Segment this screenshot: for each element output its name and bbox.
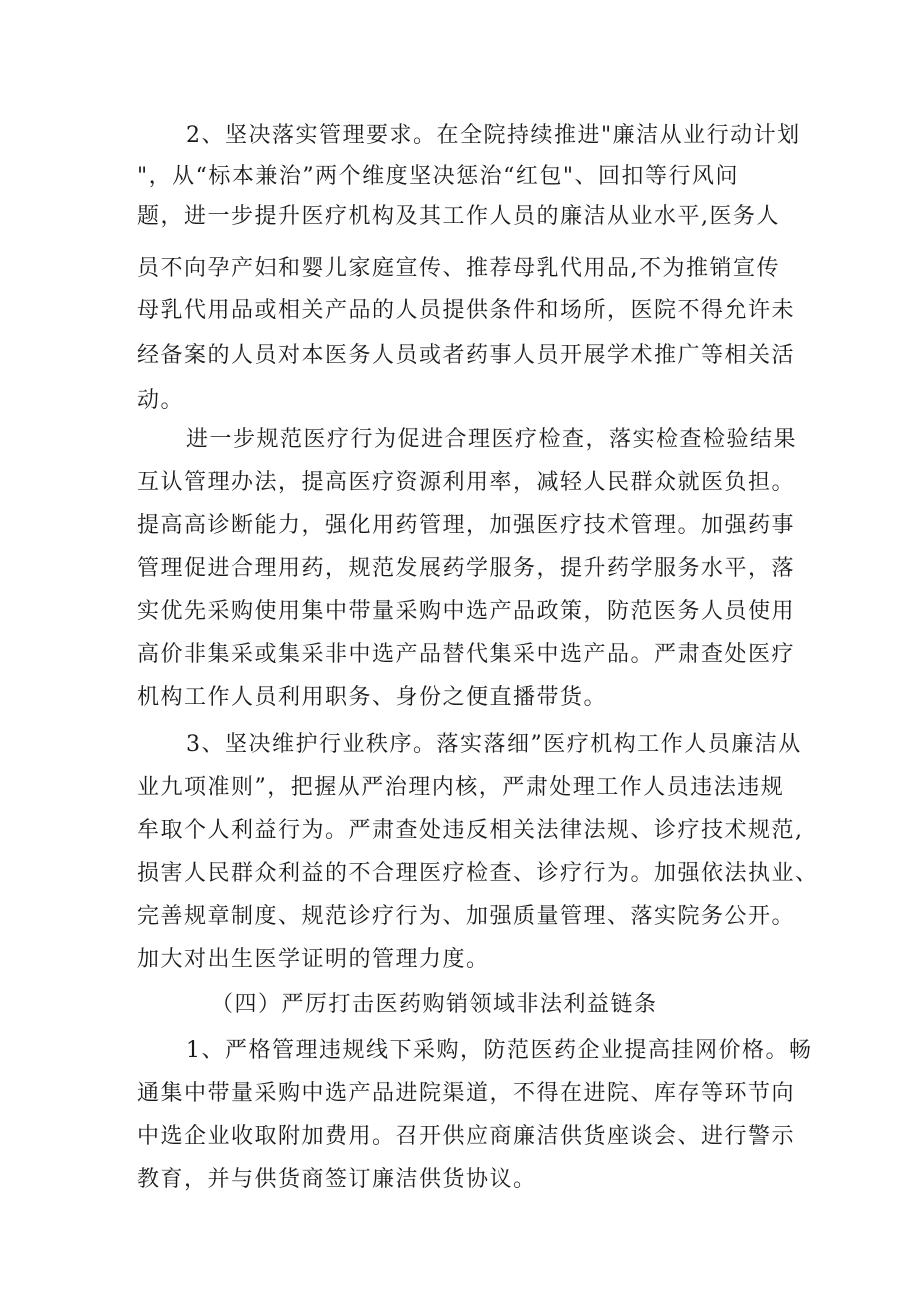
paragraph-line: 动。 xyxy=(137,388,185,413)
paragraph-line: 牟取个人利益行为。严肃查处违反相关法律法规、诊疗技术规范, xyxy=(137,818,804,843)
paragraph-line: 完善规章制度、规范诊疗行为、加强质量管理、落实院务公开。 xyxy=(137,904,796,929)
paragraph-line: 管理促进合理用药，规范发展药学服务，提升药学服务水平，落 xyxy=(137,556,796,581)
paragraph-line: 实优先采购使用集中带量采购中选产品政策，防范医务人员使用 xyxy=(137,599,796,624)
paragraph-line: 高价非集采或集采非中选产品替代集采中选产品。严肃查处医疗 xyxy=(137,642,796,667)
paragraph-line: 2、坚决落实管理要求。在全院持续推进"廉洁从业行动计划 xyxy=(186,123,801,148)
paragraph-line: 通集中带量采购中选产品进院渠道，不得在进院、库存等环节向 xyxy=(137,1081,796,1106)
paragraph-line: 经备案的人员对本医务人员或者药事人员开展学术推广等相关活 xyxy=(137,343,796,368)
paragraph-line: 题，进一步提升医疗机构及其工作人员的廉洁从业水平,医务人 xyxy=(137,204,780,229)
section-heading: （四）严厉打击医药购销领域非法利益链条 xyxy=(211,992,658,1017)
paragraph-line: 机构工作人员利用职务、身份之便直播带货。 xyxy=(137,685,608,710)
paragraph-line: 员不向孕产妇和婴儿家庭宣传、推荐母乳代用品,不为推销宣传 xyxy=(137,256,780,281)
paragraph-line: 业九项准则”，把握从严治理内核，严肃处理工作人员违法违规 xyxy=(137,775,785,800)
paragraph-line: "，从“标本兼治”两个维度坚决惩治“红包"、回扣等行风问 xyxy=(137,164,739,189)
paragraph-line: 加大对出生医学证明的管理力度。 xyxy=(137,947,490,972)
paragraph-line: 1、严格管理违规线下采购，防范医药企业提高挂网价格。畅 xyxy=(186,1038,813,1063)
paragraph-line: 教育，并与供货商签订廉洁供货协议。 xyxy=(137,1167,537,1192)
paragraph-line: 中选企业收取附加费用。召开供应商廉洁供货座谈会、进行警示 xyxy=(137,1124,796,1149)
paragraph-line: 进一步规范医疗行为促进合理医疗检查，落实检查检验结果 xyxy=(186,427,798,452)
paragraph-line: 互认管理办法，提高医疗资源利用率，减轻人民群众就医负担。 xyxy=(137,470,796,495)
paragraph-line: 提高高诊断能力，强化用药管理，加强医疗技术管理。加强药事 xyxy=(137,513,796,538)
paragraph-line: 损害人民群众利益的不合理医疗检查、诊疗行为。加强依法执业、 xyxy=(137,861,819,886)
paragraph-line: 3、坚决维护行业秩序。落实落细”医疗机构工作人员廉洁从 xyxy=(186,732,802,757)
paragraph-line: 母乳代用品或相关产品的人员提供条件和场所，医院不得允许未 xyxy=(137,298,796,323)
